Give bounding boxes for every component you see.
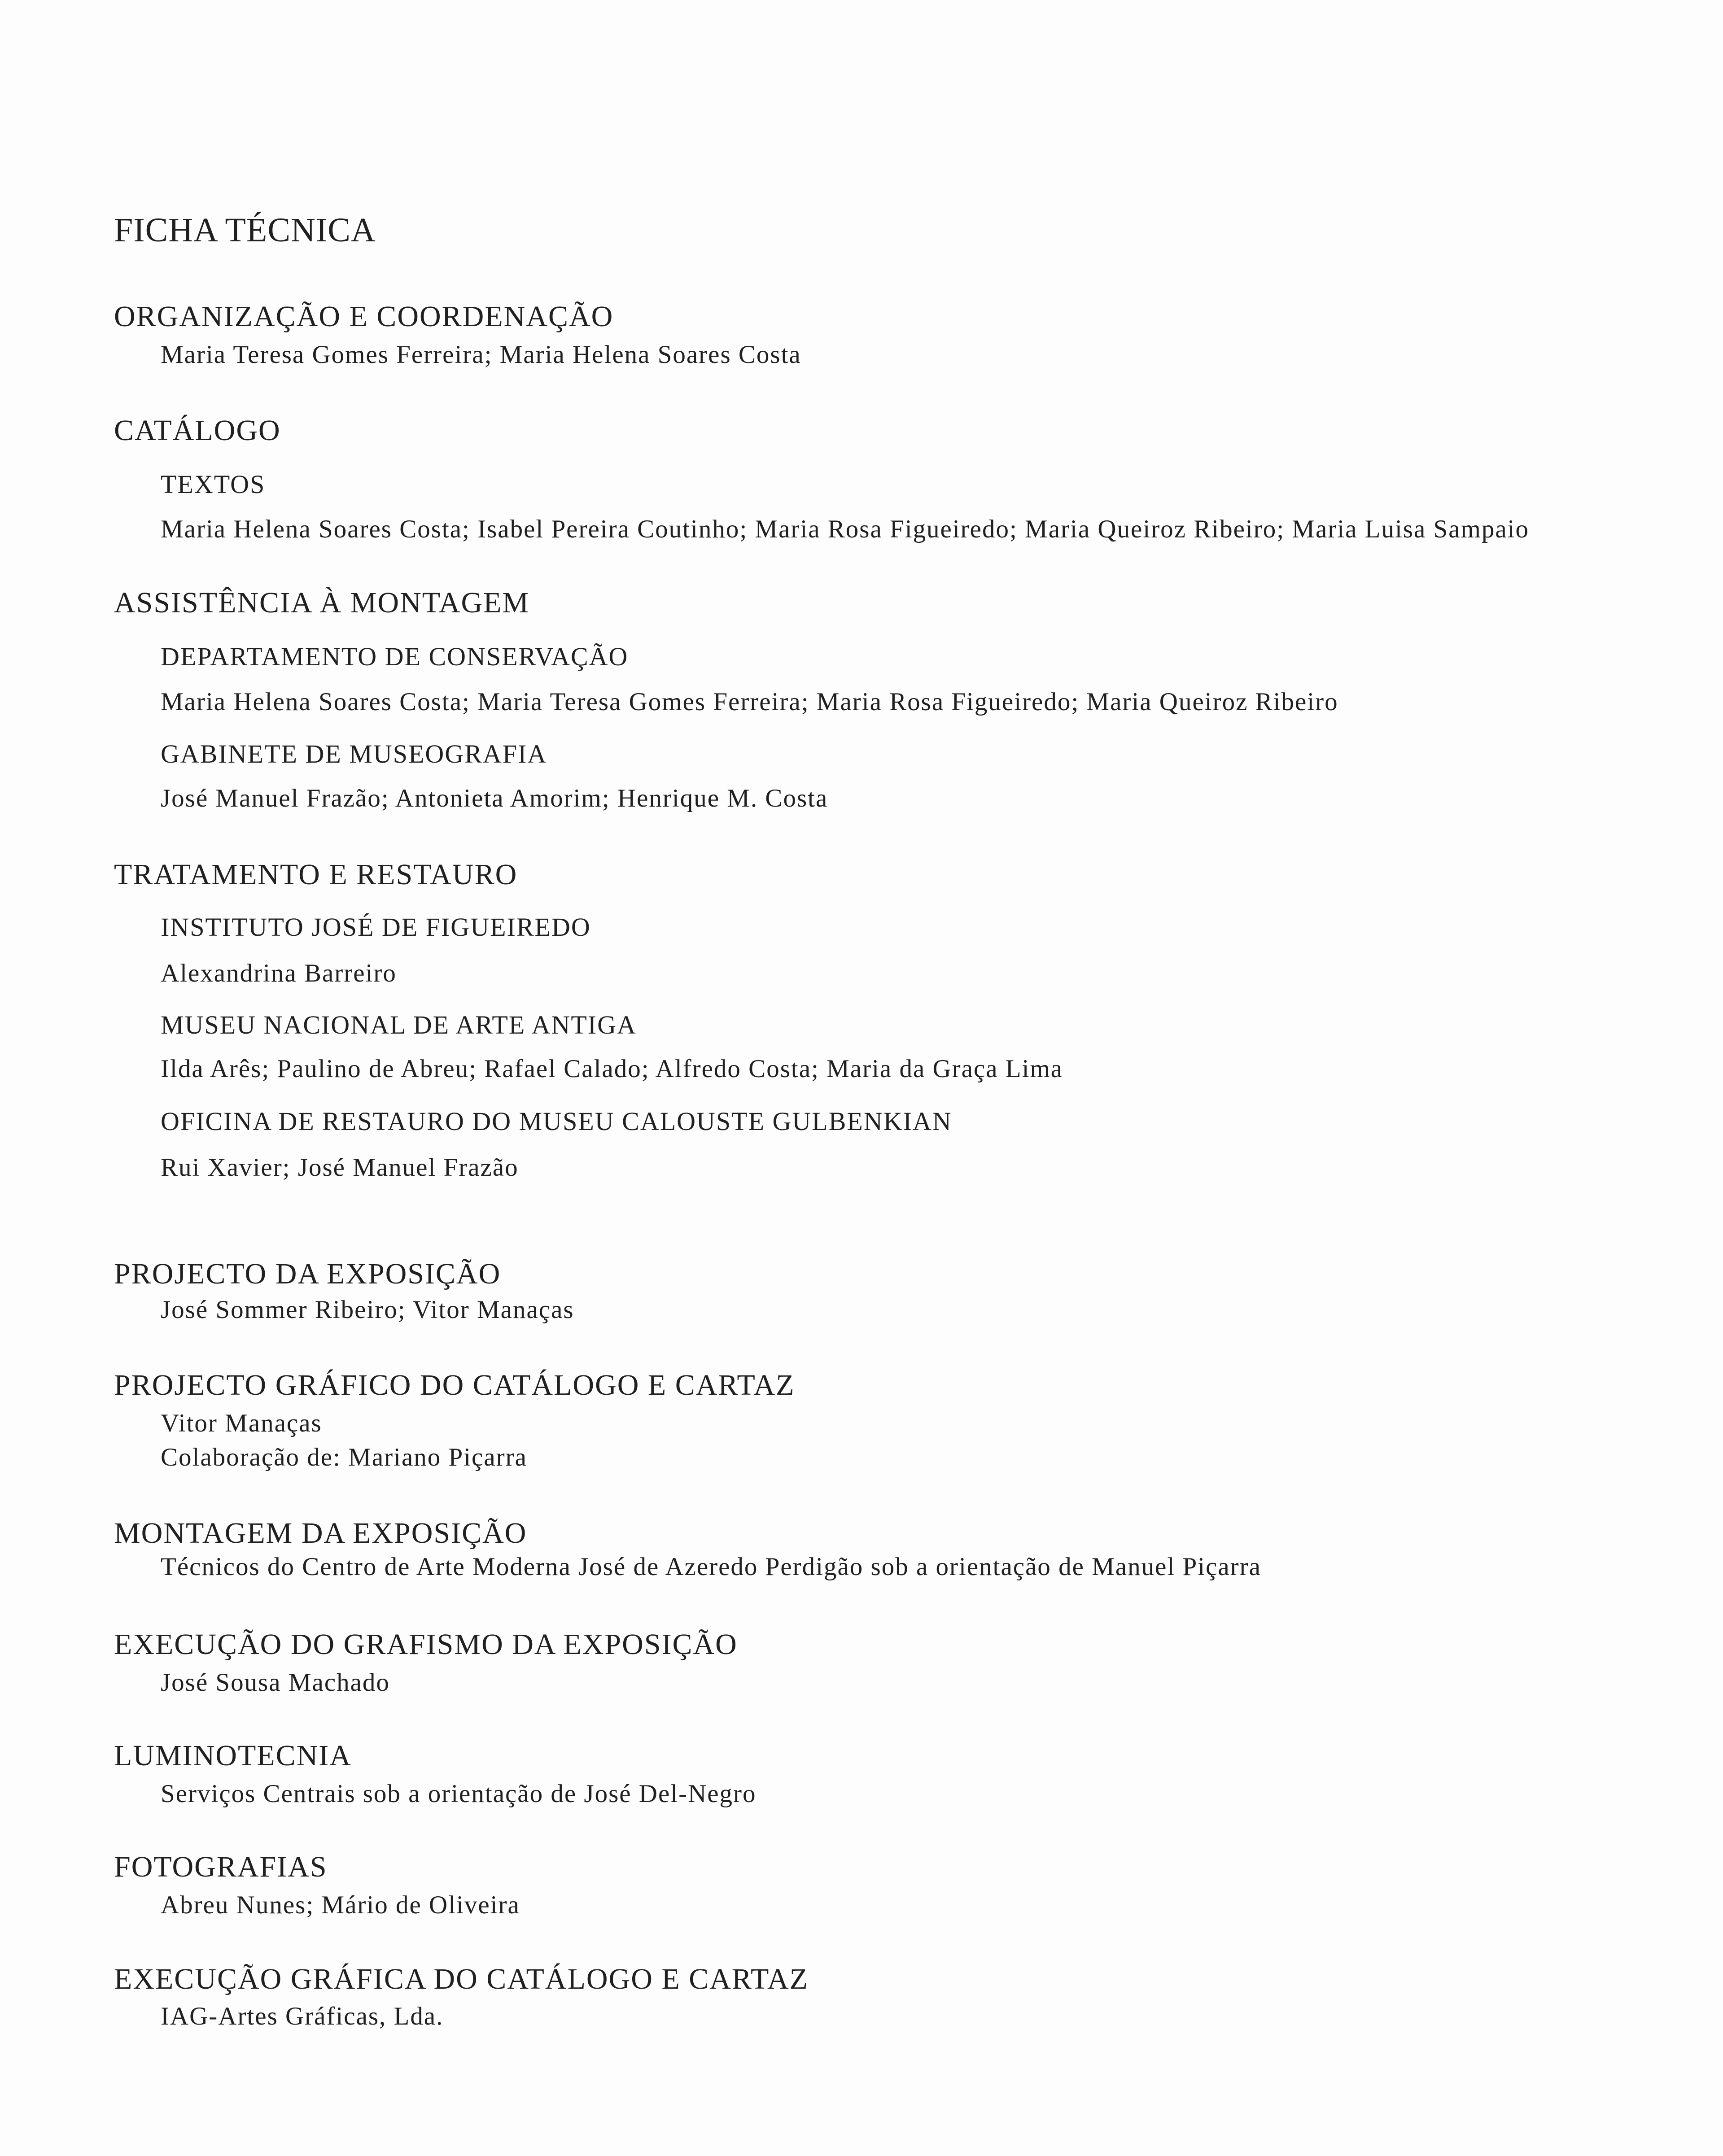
- organizacao-names: Maria Teresa Gomes Ferreira; Maria Helena Soares Costa: [161, 340, 801, 369]
- heading-tratamento: TRATAMENTO E RESTAURO: [114, 858, 518, 891]
- subheading-textos: TEXTOS: [161, 470, 266, 499]
- conservacao-names: Maria Helena Soares Costa; Maria Teresa Gomes Ferreira; Maria Rosa Figueiredo; Maria Queiroz Ribeiro: [161, 688, 1338, 716]
- fotografias-names: Abreu Nunes; Mário de Oliveira: [161, 1891, 520, 1919]
- subheading-conservacao: DEPARTAMENTO DE CONSERVAÇÃO: [161, 642, 629, 671]
- museografia-names: José Manuel Frazão; Antonieta Amorim; Henrique M. Costa: [161, 784, 828, 812]
- montagem-names: Técnicos do Centro de Arte Moderna José de Azeredo Perdigão sob a orientação de Manuel Piçarra: [161, 1553, 1261, 1581]
- heading-projecto-exposicao: PROJECTO DA EXPOSIÇÃO: [114, 1257, 501, 1290]
- execucao-grafica-names: IAG-Artes Gráficas, Lda.: [161, 2002, 444, 2030]
- grafismo-names: José Sousa Machado: [161, 1668, 390, 1697]
- heading-luminotecnia: LUMINOTECNIA: [114, 1739, 352, 1772]
- museu-names: Ilda Arês; Paulino de Abreu; Rafael Calado; Alfredo Costa; Maria da Graça Lima: [161, 1055, 1063, 1083]
- projecto-grafico-names: Vitor Manaças: [161, 1409, 322, 1437]
- subheading-museu-arte-antiga: MUSEU NACIONAL DE ARTE ANTIGA: [161, 1010, 637, 1039]
- oficina-names: Rui Xavier; José Manuel Frazão: [161, 1153, 519, 1182]
- textos-names: Maria Helena Soares Costa; Isabel Pereira Coutinho; Maria Rosa Figueiredo; Maria Queiroz Ribeiro; Maria Luisa Sampaio: [161, 515, 1529, 543]
- heading-execucao-grafica: EXECUÇÃO GRÁFICA DO CATÁLOGO E CARTAZ: [114, 1963, 809, 1995]
- page-title: FICHA TÉCNICA: [114, 211, 376, 249]
- heading-fotografias: FOTOGRAFIAS: [114, 1850, 328, 1883]
- heading-catalogo: CATÁLOGO: [114, 414, 281, 447]
- subheading-museografia: GABINETE DE MUSEOGRAFIA: [161, 739, 547, 768]
- heading-montagem: MONTAGEM DA EXPOSIÇÃO: [114, 1517, 527, 1549]
- subheading-instituto: INSTITUTO JOSÉ DE FIGUEIREDO: [161, 912, 591, 942]
- subheading-oficina: OFICINA DE RESTAURO DO MUSEU CALOUSTE GULBENKIAN: [161, 1107, 952, 1136]
- heading-organizacao: ORGANIZAÇÃO E COORDENAÇÃO: [114, 300, 614, 333]
- projecto-grafico-colab: Colaboração de: Mariano Piçarra: [161, 1443, 527, 1471]
- heading-assistencia: ASSISTÊNCIA À MONTAGEM: [114, 586, 530, 619]
- heading-projecto-grafico: PROJECTO GRÁFICO DO CATÁLOGO E CARTAZ: [114, 1369, 795, 1401]
- heading-grafismo: EXECUÇÃO DO GRAFISMO DA EXPOSIÇÃO: [114, 1628, 738, 1661]
- instituto-names: Alexandrina Barreiro: [161, 959, 397, 987]
- luminotecnia-names: Serviços Centrais sob a orientação de José Del-Negro: [161, 1780, 757, 1808]
- projecto-exposicao-names: José Sommer Ribeiro; Vitor Manaças: [161, 1296, 574, 1324]
